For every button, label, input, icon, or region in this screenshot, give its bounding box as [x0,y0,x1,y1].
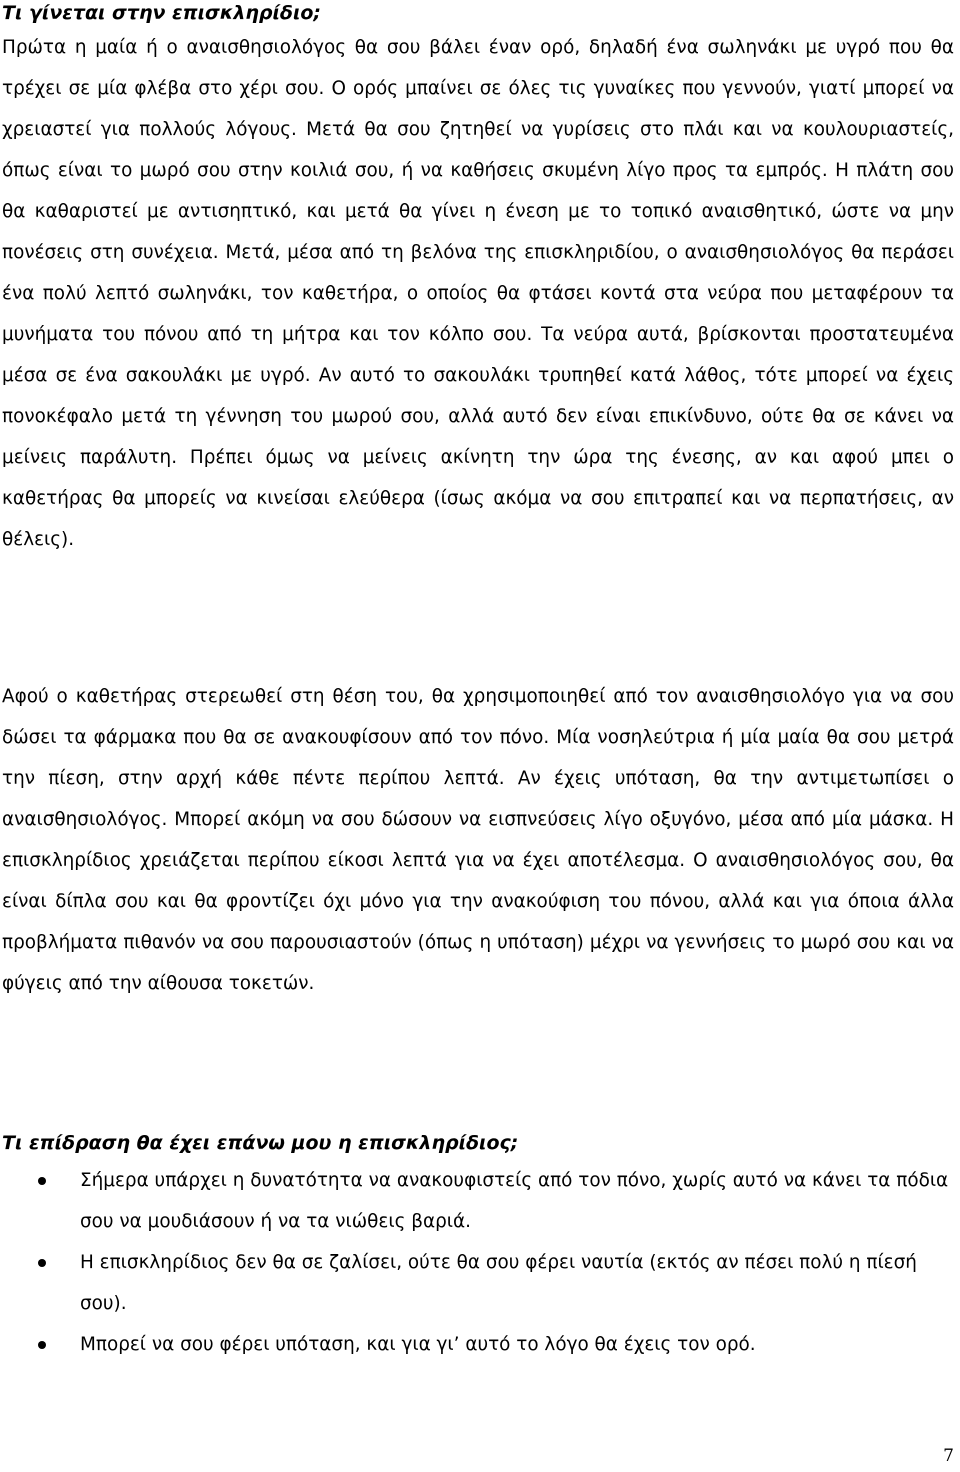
effects-bullet-list [2,1160,954,1365]
list-item [2,1242,954,1324]
paragraph-procedure: Πρώτα η μαία ή ο αναισθησιολόγος θα σου βάλει έναν ορό, δηλαδή ένα σωληνάκι με υγρό που θα τρέχει σε μία φλέβα στο χέρι σου. Ο ορός μπαίνει σε όλες τις γυναίκες που γεννούν, γιατί μπορεί να χρειαστεί για πολλούς λόγους. Μετά θα σου ζητηθεί να γυρίσεις στο πλάι και να κουλουριαστείς, όπως είναι το μωρό σου στην κοιλιά σου, ή να καθήσεις σκυμένη λίγο προς τα εμπρός. Η πλάτη σου θα καθαριστεί με αντισηπτικό, και μετά θα γίνει η ένεση με το τοπικό αναισθητικό, ώστε να μην πονέσεις στη συνέχεια. Μετά, μέσα από τη βελόνα της επισκληριδίου, ο αναισθησιολόγος θα περάσει ένα πολύ λεπτό σωληνάκι, τον καθετήρα, ο οποίος θα φτάσει κοντά στα νεύρα που μεταφέρουν τα μυνήματα του πόνου από τη μήτρα και τον κόλπο σου. Τα νεύρα αυτά, βρίσκονται προστατευμένα μέσα σε ένα σακουλάκι με υγρό. Αν αυτό το σακουλάκι τρυπηθεί κατά λάθος, τότε μπορεί να έχεις πονοκέφαλο μετά τη γέννηση του μωρού σου, αλλά αυτό δεν είναι επικίνδυνο, ούτε θα σε κάνει να μείνεις παράλυτη. Πρέπει όμως να μείνεις ακίνητη την ώρα της ένεσης, αν και αφού μπει ο καθετήρας θα μπορείς να κινείσαι ελεύθερα (ίσως ακόμα να σου επιτραπεί και να περπατήσεις, αν θέλεις). [2,37,954,550]
bullet-icon [38,1259,46,1267]
paragraph-monitoring: Αφού ο καθετήρας στερεωθεί στη θέση του, θα χρησιμοποιηθεί από τον αναισθησιολόγο για να σου δώσει τα φάρμακα που θα σε ανακουφίσουν από τον πόνο. Μία νοσηλεύτρια ή μία μαία θα σου μετρά την πίεση, στην αρχή κάθε πέντε περίπου λεπτά. Αν έχεις υπόταση, θα την αντιμετωπίσει ο αναισθησιολόγος. Μπορεί ακόμη να σου δώσουν να εισπνεύσεις λίγο οξυγόνο, μέσα από μία μάσκα. Η επισκληρίδιος χρειάζεται περίπου είκοσι λεπτά για να έχει αποτέλεσμα. Ο αναισθησιολόγος σου, θα είναι δίπλα σου και θα φροντίζει όχι μόνο για την ανακούφιση του πόνου, αλλά και για όποια άλλα προβλήματα πιθανόν να σου παρουσιαστούν (όπως η υπόταση) μέχρι να γεννήσεις το μωρό σου και να φύγεις από την αίθουσα τοκετών. [2,686,954,994]
section-heading-epidural-effects: Τι επίδραση θα έχει επάνω μου η επισκληρίδιος; [2,1132,519,1154]
list-item [2,1160,954,1242]
list-item-text: Η επισκληρίδιος δεν θα σε ζαλίσει, ούτε θα σου φέρει ναυτία (εκτός αν πέσει πολύ η πίεσή σου). [80,1252,917,1314]
bullet-icon [38,1341,46,1349]
section-heading-epidural-procedure: Τι γίνεται στην επισκληρίδιο; [2,2,322,24]
list-item-text: Μπορεί να σου φέρει υπόταση, και για γι’ αυτό το λόγο θα έχεις τον ορό. [80,1334,756,1355]
bullet-icon [38,1177,46,1185]
page-number: 7 [943,1446,954,1466]
list-item [2,1324,954,1365]
list-item-text: Σήμερα υπάρχει η δυνατότητα να ανακουφιστείς από τον πόνο, χωρίς αυτό να κάνει τα πόδια σου να μουδιάσουν ή να τα νιώθεις βαριά. [80,1170,949,1232]
